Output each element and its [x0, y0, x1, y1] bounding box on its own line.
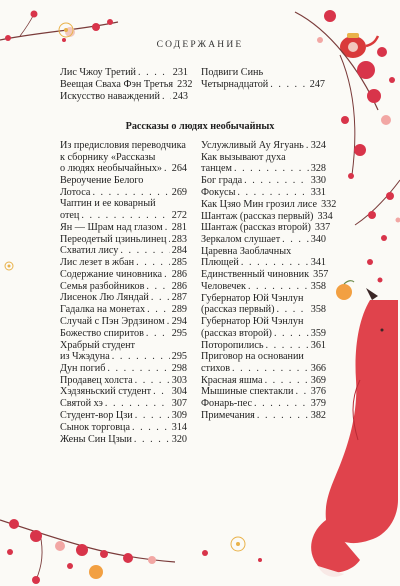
- dot-leader: [165, 222, 170, 234]
- dot-leader: [266, 340, 309, 352]
- toc-entry-title: Мышиные спектакли: [201, 386, 294, 398]
- dot-leader: [167, 316, 170, 328]
- toc-entry-title: (рассказ первый): [201, 304, 275, 316]
- toc-entry-title: Плющей: [201, 257, 239, 269]
- cherry-blossom-branch-icon: [355, 180, 400, 241]
- toc-entry-title: Дун погиб: [60, 362, 106, 374]
- toc-entry-title: Как вызывают духа: [201, 151, 286, 163]
- toc-entry-title: Ян — Шрам над глазом: [60, 221, 163, 233]
- toc-entry: [201, 198, 337, 211]
- toc-page-number: 295: [171, 327, 187, 339]
- toc-entry-title: Подвиги Синь: [201, 67, 264, 78]
- toc-entry-title: Божество спиритов: [60, 327, 144, 339]
- toc-page-number: 303: [171, 374, 187, 386]
- toc-entry-title: Шантаж (рассказ второй): [201, 222, 311, 234]
- toc-page-number: 376: [310, 386, 326, 398]
- toc-entry: [60, 316, 187, 328]
- toc-entry-title: Святой хэ: [60, 398, 103, 410]
- toc-entry-title: Лисенок Лю Ляндай: [60, 292, 149, 304]
- toc-entry: [201, 316, 326, 339]
- toc-entry: [60, 292, 187, 304]
- toc-entry-title: Веещая Сваха Фэн Третья: [60, 79, 174, 91]
- toc-entry-title: Гадалка на монетах: [60, 304, 146, 316]
- dot-leader: [164, 163, 170, 175]
- toc-entry-title: Лис лезет в жбан: [60, 257, 135, 269]
- toc-entry-title: Единственный чиновник: [201, 269, 310, 281]
- toc-entry-title: Зеркалом слушает: [201, 234, 281, 246]
- toc-entry: [60, 363, 187, 375]
- dot-leader: [147, 304, 170, 316]
- toc-page-number: 272: [171, 209, 187, 221]
- toc-entry-title: Приговор на основании: [201, 351, 304, 363]
- toc-entry-title: Примечания: [201, 410, 255, 422]
- toc-entry-title: Схватил лису: [60, 245, 119, 257]
- toc-entry-title: стихов: [201, 362, 231, 374]
- toc-entry-title: Человечек: [201, 281, 246, 292]
- toc-page-number: 337: [314, 222, 331, 234]
- toc-page-number: 359: [310, 327, 326, 339]
- dot-leader: [164, 269, 170, 281]
- dot-leader: [138, 67, 171, 79]
- toc-entry: [60, 175, 187, 198]
- toc-entry: [201, 293, 326, 316]
- dot-leader: [92, 187, 169, 199]
- dot-leader: [81, 210, 169, 222]
- dot-leader: [257, 410, 309, 422]
- toc-column-top-left: [60, 67, 193, 103]
- toc-page-number: 284: [171, 245, 187, 257]
- toc-entry: [201, 340, 326, 352]
- toc-entry: [60, 410, 187, 422]
- toc-entry: [60, 269, 187, 281]
- dot-leader: [151, 292, 170, 304]
- toc-entry: [60, 67, 188, 79]
- toc-entry-title: Как Цзяо Мин грозил лисе: [201, 198, 318, 210]
- dot-leader: [132, 422, 170, 434]
- toc-entry-title: Фонарь-пес: [201, 398, 252, 410]
- toc-page-number: 298: [171, 362, 187, 374]
- toc-page-number: 289: [171, 304, 187, 316]
- dot-leader: [134, 434, 170, 446]
- toc-entry: [201, 351, 326, 374]
- toc-entry: [201, 210, 333, 223]
- toc-page-number: 320: [171, 433, 187, 445]
- toc-entry: [201, 269, 329, 281]
- toc-entry-title: Губернатор Юй Чэнлун: [201, 292, 304, 304]
- dot-leader: [112, 351, 170, 363]
- toc-entry: [60, 257, 187, 269]
- toc-column-left: [60, 140, 187, 445]
- dot-leader: [136, 257, 170, 269]
- toc-entry-title: танцем: [201, 163, 232, 175]
- toc-entry: [60, 198, 187, 221]
- toc-entry: [60, 434, 187, 446]
- toc-entry: [60, 140, 187, 175]
- toc-entry-title: Хэдзяньский студент: [60, 386, 152, 398]
- toc-entry: [201, 246, 326, 269]
- toc-page-number: 330: [310, 175, 326, 187]
- toc-page-number: 269: [171, 186, 187, 198]
- toc-entry: [60, 91, 188, 103]
- toc-page-number: 231: [172, 67, 188, 78]
- toc-entry-title: Красная яшма: [201, 374, 263, 386]
- toc-page-number: 286: [171, 280, 187, 292]
- dot-leader: [237, 187, 308, 199]
- toc-entry-title: Лис Чжоу Третий: [60, 67, 136, 78]
- toc-page-number: 243: [172, 91, 188, 103]
- toc-entry: [201, 140, 326, 152]
- dot-leader: [232, 363, 309, 375]
- dot-leader: [146, 328, 170, 340]
- toc-page-number: 324: [310, 140, 326, 151]
- toc-entry: [60, 304, 187, 316]
- flower-ornament-icon: [231, 537, 245, 551]
- toc-page-number: 247: [309, 78, 325, 90]
- toc-page-number: 307: [171, 398, 187, 410]
- toc-page-number: 334: [317, 210, 333, 222]
- toc-page-number: 332: [321, 198, 337, 210]
- toc-entry-title: Четырнадцатой: [201, 78, 269, 90]
- toc-page-number: 366: [310, 362, 326, 374]
- toc-entry: [201, 398, 326, 410]
- toc-entry-title: Студент-вор Цзи: [60, 410, 133, 422]
- toc-column-top-right: [201, 67, 325, 91]
- dot-leader: [135, 375, 170, 387]
- toc-entry: [60, 245, 187, 257]
- dot-leader: [282, 234, 309, 246]
- toc-entry-title: Бог града: [201, 175, 243, 187]
- toc-page-number: 283: [171, 233, 187, 245]
- cherry-blossom-branch-icon: [0, 11, 118, 43]
- toc-page-number: 358: [310, 281, 326, 292]
- toc-entry-title: Поторопились: [201, 339, 264, 351]
- toc-entry: [201, 175, 326, 187]
- toc-entry: [201, 222, 331, 234]
- dot-leader: [274, 328, 309, 340]
- toc-page-number: 331: [310, 186, 326, 198]
- toc-entry-title: Сынок торговца: [60, 421, 130, 433]
- dot-leader: [295, 386, 308, 398]
- toc-entry-title: из Чжэдуна: [60, 351, 110, 363]
- toc-entry-title: (рассказ второй): [201, 327, 272, 339]
- toc-entry-title: Продавец холста: [60, 374, 133, 386]
- dot-leader: [270, 79, 307, 91]
- dot-leader: [265, 375, 309, 387]
- toc-entry-title: Услужливый Ау Ягуань: [201, 140, 304, 151]
- cherry-blossom-branch-icon: [0, 519, 175, 584]
- toc-page-number: 341: [310, 257, 326, 269]
- dot-leader: [241, 257, 309, 269]
- dot-leader: [107, 363, 169, 375]
- toc-page-number: 328: [310, 163, 326, 175]
- section-title: Рассказы о людях необычайных: [125, 121, 275, 132]
- toc-entry: [201, 67, 325, 90]
- toc-page-number: 379: [310, 398, 326, 410]
- dot-leader: [105, 398, 170, 410]
- toc-entry: [60, 375, 187, 387]
- toc-entry: [60, 222, 187, 234]
- toc-entry-title: отец: [60, 209, 80, 221]
- toc-entry: [201, 281, 326, 293]
- flower-ornament-icon: [5, 262, 13, 270]
- dot-leader: [153, 386, 170, 398]
- toc-page-number: 358: [310, 304, 326, 316]
- toc-entry-title: Фокусы: [201, 186, 236, 198]
- dot-leader: [248, 281, 309, 293]
- toc-entry-title: Вероучение Белого: [60, 174, 144, 186]
- toc-page-number: 357: [313, 269, 329, 281]
- dot-leader: [146, 281, 169, 293]
- toc-page-number: 382: [310, 410, 326, 422]
- toc-entry: [60, 422, 187, 434]
- toc-entry-title: Случай с Пэн Эрдзином: [60, 315, 165, 327]
- toc-page-number: 287: [171, 292, 187, 304]
- dot-leader: [277, 304, 309, 316]
- toc-entry-title: Лотоса: [60, 186, 91, 198]
- toc-entry: [201, 386, 326, 398]
- dot-leader: [168, 234, 169, 246]
- toc-page-number: 281: [171, 221, 187, 233]
- orange-fruit-icon: [336, 259, 383, 300]
- toc-page-number: 286: [171, 268, 187, 280]
- toc-entry-title: к сборнику «Рассказы: [60, 151, 156, 163]
- toc-entry-title: Храбрый студент: [60, 339, 135, 351]
- petal-icon: [202, 550, 208, 556]
- page-title: СОДЕРЖАНИЕ: [156, 40, 244, 50]
- toc-page-number: 369: [310, 374, 326, 386]
- toc-page-number: 340: [310, 234, 326, 246]
- dot-leader: [135, 410, 170, 422]
- toc-column-right: [201, 140, 337, 422]
- toc-entry-title: Губернатор Юй Чэнлун: [201, 316, 304, 328]
- toc-entry-title: Переодетый цзиньлинец: [60, 233, 167, 245]
- toc-page-number: 285: [171, 257, 187, 269]
- dot-leader: [244, 175, 309, 187]
- toc-page-number: 309: [171, 410, 187, 422]
- dot-leader: [306, 140, 309, 152]
- toc-page-number: 304: [171, 386, 187, 398]
- toc-entry-title: Жены Син Цзыи: [60, 433, 132, 445]
- toc-entry: [60, 79, 193, 91]
- toc-entry-title: Искусство наваждений: [60, 91, 160, 103]
- toc-entry-title: Содержание чиновника: [60, 268, 163, 280]
- toc-entry-title: о людях необычайных»: [60, 163, 163, 175]
- toc-page-number: 294: [171, 315, 187, 327]
- toc-entry: [60, 398, 187, 410]
- toc-page-number: 295: [171, 351, 187, 363]
- toc-entry-title: Царевна Заоблачных: [201, 245, 292, 257]
- toc-page-number: 361: [310, 339, 326, 351]
- dot-leader: [234, 163, 309, 175]
- toc-entry-title: Семья разбойников: [60, 280, 145, 292]
- toc-entry-title: Чаптин и ее коварный: [60, 198, 156, 210]
- toc-entry: [201, 375, 326, 387]
- toc-page-number: 264: [171, 163, 187, 175]
- dot-leader: [120, 245, 169, 257]
- toc-entry: [201, 234, 326, 246]
- toc-entry: [201, 187, 326, 199]
- toc-entry: [60, 281, 187, 293]
- dot-leader: [162, 91, 171, 103]
- toc-page-number: 232: [177, 79, 193, 91]
- toc-entry: [60, 386, 187, 398]
- toc-page-number: 314: [171, 421, 187, 433]
- toc-entry: [60, 340, 187, 363]
- toc-entry: [201, 410, 326, 422]
- toc-entry: [201, 152, 326, 175]
- dot-leader: [254, 398, 309, 410]
- toc-entry-title: Шантаж (рассказ первый): [201, 210, 314, 222]
- toc-entry: [60, 328, 187, 340]
- petal-icon: [258, 558, 262, 562]
- toc-entry: [60, 234, 187, 246]
- toc-entry-title: Из предисловия переводчика: [60, 140, 186, 151]
